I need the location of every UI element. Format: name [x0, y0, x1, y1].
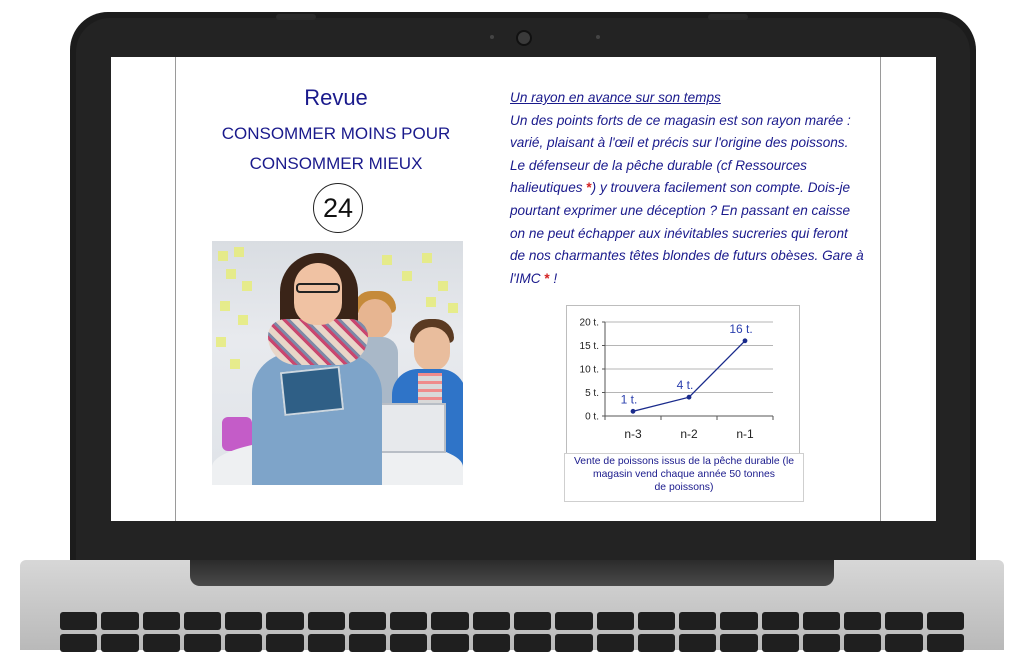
article-body-part-1: Un des points forts de ce magasin est son rayon marée : varié, plaisant à l'œil et précis sur l'origine des poissons. Le défenseur de la pêche durable (cf Ressources halieutiques [510, 112, 851, 196]
keyboard-key [720, 634, 757, 652]
keyboard-key [762, 612, 799, 630]
keyboard-key [555, 634, 592, 652]
keyboard-key [266, 612, 303, 630]
keyboard-key [885, 634, 922, 652]
headline-line-1: CONSOMMER MOINS POUR [221, 124, 451, 143]
keyboard-key [597, 634, 634, 652]
keyboard [60, 612, 964, 652]
keyboard-key [927, 612, 964, 630]
caption-line-2: magasin vend chaque année 50 tonnes [593, 469, 775, 480]
article-text [510, 87, 865, 290]
keyboard-key [143, 612, 180, 630]
tablet-icon [280, 366, 344, 416]
keyboard-key [101, 634, 138, 652]
glasses-icon [296, 283, 340, 293]
keyboard-key [308, 634, 345, 652]
x-tick-label: n-3 [624, 427, 642, 441]
keyboard-key [844, 612, 881, 630]
keyboard-key [349, 612, 386, 630]
y-tick-label: 0 t. [585, 411, 599, 423]
keyboard-key [308, 612, 345, 630]
article-title: Un rayon en avance sur son temps [510, 90, 721, 105]
keyboard-key [720, 612, 757, 630]
y-tick-label: 10 t. [579, 364, 599, 376]
x-tick-label: n-1 [736, 427, 754, 441]
cover-photo [212, 241, 463, 485]
sensor-dot [490, 35, 494, 39]
keyboard-key [225, 634, 262, 652]
keyboard-key [431, 612, 468, 630]
keyboard-key [431, 634, 468, 652]
caption-line-1: Vente de poissons issus de la pêche durable (le [573, 456, 795, 467]
document-page [175, 57, 881, 521]
footnote-marker-asterisk: * [544, 270, 550, 286]
keyboard-key [390, 612, 427, 630]
data-point [631, 409, 636, 414]
lid-bumper-left [276, 14, 316, 20]
keyboard-key [514, 634, 551, 652]
issue-number-badge: 24 [313, 183, 363, 233]
revue-label: Revue [304, 85, 368, 110]
keyboard-key [679, 612, 716, 630]
article-body-part-2: ) y trouvera facilement son compte. Dois-je pourtant exprimer une déception ? En passant en caisse on ne peut échapper aux inévitables sucreries qui feront de nos charmantes têtes blondes de futurs obèses. Gare à l'IMC [510, 180, 864, 286]
keyboard-key [885, 612, 922, 630]
keyboard-key [349, 634, 386, 652]
caption-line-3: de poissons) [654, 482, 714, 493]
keyboard-key [473, 612, 510, 630]
keyboard-key [390, 634, 427, 652]
sensor-dot [596, 35, 600, 39]
keyboard-key [101, 612, 138, 630]
keyboard-key [679, 634, 716, 652]
laptop-hinge [190, 560, 834, 586]
keyboard-key [266, 634, 303, 652]
series-line [633, 341, 745, 412]
data-label: 16 t. [729, 321, 753, 336]
keyboard-key [844, 634, 881, 652]
keyboard-key [597, 612, 634, 630]
data-label: 4 t. [676, 378, 694, 393]
laptop-in-photo [372, 403, 446, 453]
x-tick-label: n-2 [680, 427, 698, 441]
lid-bumper-right [708, 14, 748, 20]
y-tick-label: 5 t. [585, 388, 599, 399]
keyboard-key [184, 612, 221, 630]
footnote-marker-asterisk: * [586, 180, 592, 196]
keyboard-key [143, 634, 180, 652]
keyboard-key [638, 634, 675, 652]
line-chart-svg [567, 306, 799, 454]
sales-chart [566, 305, 800, 455]
keyboard-key [555, 612, 592, 630]
webcam [516, 30, 532, 46]
data-point [687, 395, 692, 400]
keyboard-key [638, 612, 675, 630]
keyboard-key [473, 634, 510, 652]
y-tick-label: 20 t. [579, 317, 599, 329]
keyboard-key [927, 634, 964, 652]
magazine-headline [176, 119, 496, 179]
keyboard-key [803, 634, 840, 652]
data-label: 1 t. [620, 392, 638, 407]
data-point [743, 338, 748, 343]
chart-caption [564, 453, 804, 502]
keyboard-key [184, 634, 221, 652]
keyboard-key [762, 634, 799, 652]
keyboard-key [60, 634, 97, 652]
article-body-part-3: ! [549, 270, 558, 286]
keyboard-key [60, 612, 97, 630]
keyboard-key [514, 612, 551, 630]
keyboard-key [225, 612, 262, 630]
headline-line-2: CONSOMMER MIEUX [249, 154, 423, 173]
laptop-screen [111, 57, 936, 521]
y-tick-label: 15 t. [579, 341, 599, 352]
keyboard-key [803, 612, 840, 630]
